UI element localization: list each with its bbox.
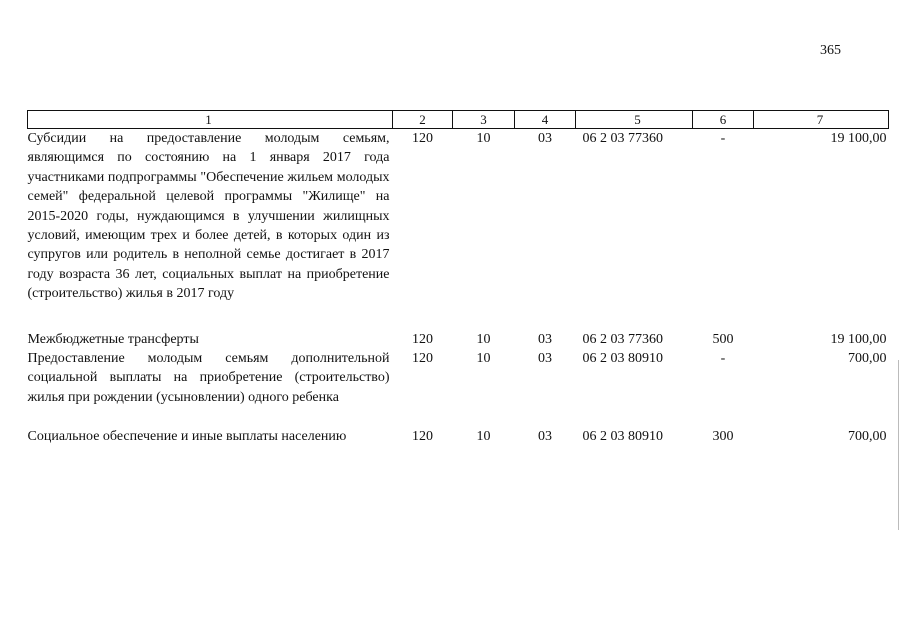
row-code-section: 10	[476, 331, 491, 347]
row-amount: 19 100,00	[830, 331, 887, 347]
table-row	[28, 129, 889, 330]
page-number: 365	[820, 43, 841, 58]
row-description: Межбюджетные трансферты	[27, 331, 199, 347]
row-amount: 700,00	[848, 429, 887, 445]
row-description: Социальное обеспечение и иные выплаты населению	[27, 429, 347, 445]
scan-edge-mark	[898, 360, 899, 530]
row-code-target: 06 2 03 80910	[582, 429, 663, 445]
table-row	[28, 330, 889, 349]
table-row	[28, 349, 889, 427]
row-code-section: 10	[476, 429, 491, 445]
column-header-2: 2	[393, 111, 453, 129]
row-code-target: 06 2 03 80910	[582, 351, 663, 367]
row-description: Предоставление молодым семьям дополнительной социальной выплаты на приобретение (строительство) жилья при рождении (усыновлении) одного ребенка	[27, 351, 390, 405]
budget-table	[27, 110, 889, 447]
column-header-7: 7	[754, 111, 889, 129]
column-header-1: 1	[28, 111, 393, 129]
row-code-target: 06 2 03 77360	[582, 131, 663, 146]
row-code-expense-type: -	[720, 131, 726, 146]
column-header-5: 5	[576, 111, 693, 129]
row-code-subsection: 03	[538, 331, 552, 347]
row-code-ministry: 120	[412, 351, 433, 367]
row-code-section: 10	[476, 131, 491, 146]
row-code-subsection: 03	[538, 351, 552, 367]
column-header-4: 4	[515, 111, 576, 129]
table-header	[28, 111, 889, 129]
row-code-expense-type: -	[720, 351, 726, 367]
row-amount: 19 100,00	[830, 131, 887, 146]
row-code-section: 10	[476, 351, 491, 367]
column-header-3: 3	[453, 111, 515, 129]
column-number-row	[28, 111, 889, 129]
row-code-subsection: 03	[538, 429, 552, 445]
row-code-expense-type: 300	[712, 429, 734, 445]
table-row	[28, 427, 889, 446]
column-header-6: 6	[693, 111, 754, 129]
row-code-ministry: 120	[412, 429, 433, 445]
row-description: Субсидии на предоставление молодым семьям, являющимся по состоянию на 1 января 2017 года участниками подпрограммы "Обеспечение жильем молодых семей" федеральной целевой программы "Жилище" на 2015-2020 годы, нуждающимся в улучшении жилищных условий, имеющим трех и более детей, в которых один из супругов или родитель в неполной семье достигает в 2017 году возраста 36 лет, социальных выплат на приобретение (строительство) жилья в 2017 году	[27, 131, 390, 302]
row-code-ministry: 120	[412, 331, 433, 347]
row-code-subsection: 03	[538, 131, 552, 146]
row-amount: 700,00	[848, 351, 887, 367]
row-code-expense-type: 500	[712, 331, 734, 347]
row-code-target: 06 2 03 77360	[582, 331, 663, 347]
row-code-ministry: 120	[412, 131, 433, 146]
